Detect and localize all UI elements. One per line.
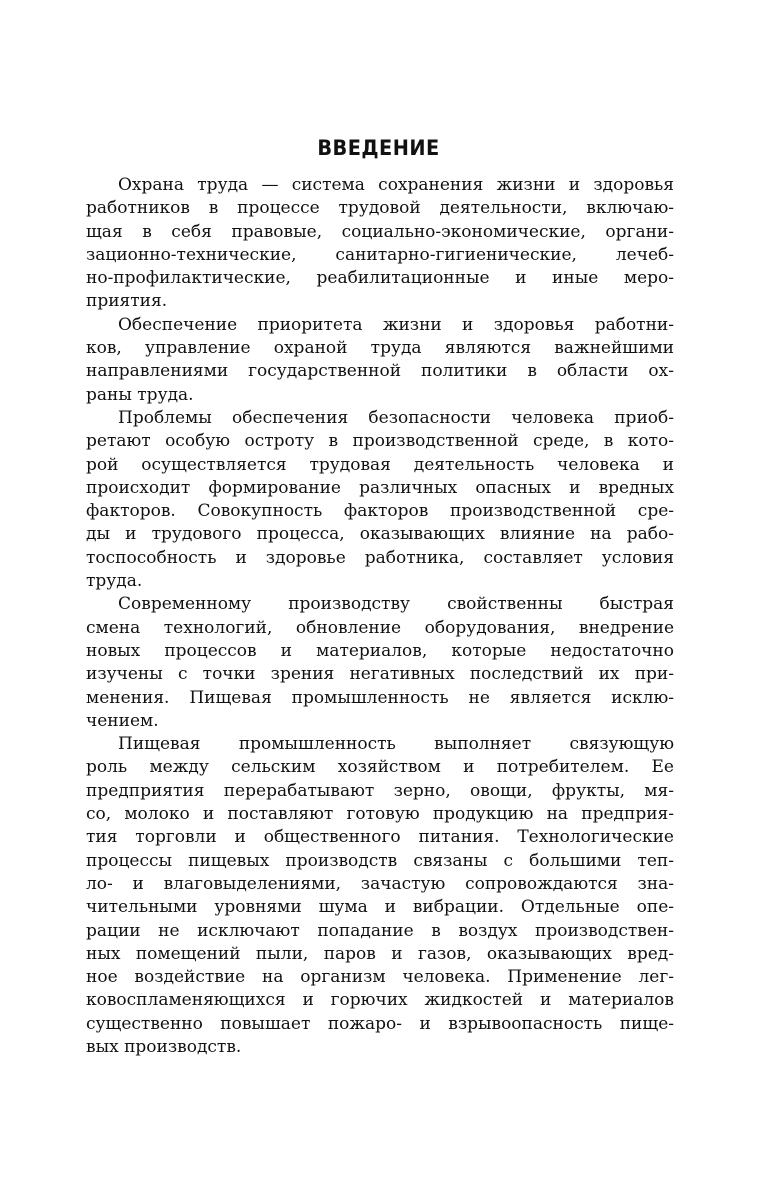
- text-line: факторов. Совокупность факторов производственной сре-: [86, 501, 674, 522]
- text-line: ных помещений пыли, паров и газов, оказывающих вред-: [86, 943, 674, 964]
- text-line: рой осуществляется трудовая деятельность человека и: [86, 454, 674, 475]
- text-line: Охрана труда — система сохранения жизни и здоровья: [118, 175, 674, 195]
- page-title: ВВЕДЕНИЕ: [317, 136, 440, 160]
- text-line: новых процессов и материалов, которые недостаточно: [86, 640, 674, 661]
- text-line: работников в процессе трудовой деятельности, включаю-: [86, 198, 674, 219]
- text-line: ды и трудового процесса, оказывающих влияние на рабо-: [86, 524, 674, 545]
- text-line: изучены с точки зрения негативных последствий их при-: [86, 664, 674, 685]
- text-line: менения. Пищевая промышленность не является исклю-: [86, 687, 674, 708]
- text-line: ное воздействие на организм человека. Применение лег-: [86, 967, 674, 988]
- paragraph: [86, 407, 674, 593]
- text-line: смена технологий, обновление оборудования, внедрение: [86, 617, 674, 638]
- text-line: рации не исключают попадание в воздух производствен-: [86, 920, 674, 941]
- text-line: ковоспламеняющихся и горючих жидкостей и материалов: [86, 990, 674, 1011]
- paragraph: [86, 174, 674, 314]
- text-line: чением.: [86, 710, 159, 731]
- text-line: тоспособность и здоровье работника, составляет условия: [86, 547, 674, 568]
- text-line: процессы пищевых производств связаны с большими теп-: [86, 850, 674, 871]
- text-line: ло- и влаговыделениями, зачастую сопровождаются зна-: [86, 873, 674, 894]
- text-line: Современному производству свойственны быстрая: [118, 594, 674, 615]
- body-text: [86, 174, 674, 1059]
- text-line: ков, управление охраной труда являются важнейшими: [86, 338, 674, 359]
- text-line: Проблемы обеспечения безопасности человека приоб-: [118, 407, 674, 428]
- text-line: чительными уровнями шума и вибрации. Отдельные опе-: [86, 897, 674, 918]
- text-line: тия торговли и общественного питания. Технологические: [86, 827, 674, 848]
- text-line: ретают особую остроту в производственной среде, в кото-: [86, 431, 674, 452]
- text-line: раны труда.: [86, 384, 194, 405]
- text-line: направлениями государственной политики в области ох-: [86, 361, 674, 382]
- text-line: роль между сельским хозяйством и потребителем. Ее: [86, 757, 674, 778]
- text-line: щая в себя правовые, социально-экономические, органи-: [86, 221, 674, 242]
- text-line: приятия.: [86, 291, 168, 312]
- text-line: вых производств.: [86, 1036, 242, 1057]
- text-line: со, молоко и поставляют готовую продукцию на предприя-: [86, 804, 674, 825]
- text-line: происходит формирование различных опасных и вредных: [86, 477, 674, 498]
- text-line: но-профилактические, реабилитационные и иные меро-: [86, 268, 674, 289]
- paragraph: [86, 593, 674, 733]
- text-line: Пищевая промышленность выполняет связующую: [118, 734, 674, 755]
- paragraph: [86, 733, 674, 1059]
- text-line: Обеспечение приоритета жизни и здоровья работни-: [118, 314, 674, 335]
- text-line: труда.: [86, 571, 143, 592]
- text-line: существенно повышает пожаро- и взрывоопасность пище-: [86, 1013, 674, 1034]
- text-line: зационно-технические, санитарно-гигиенические, лечеб-: [86, 244, 674, 265]
- text-line: предприятия перерабатывают зерно, овощи, фрукты, мя-: [86, 780, 674, 801]
- paragraph: [86, 314, 674, 407]
